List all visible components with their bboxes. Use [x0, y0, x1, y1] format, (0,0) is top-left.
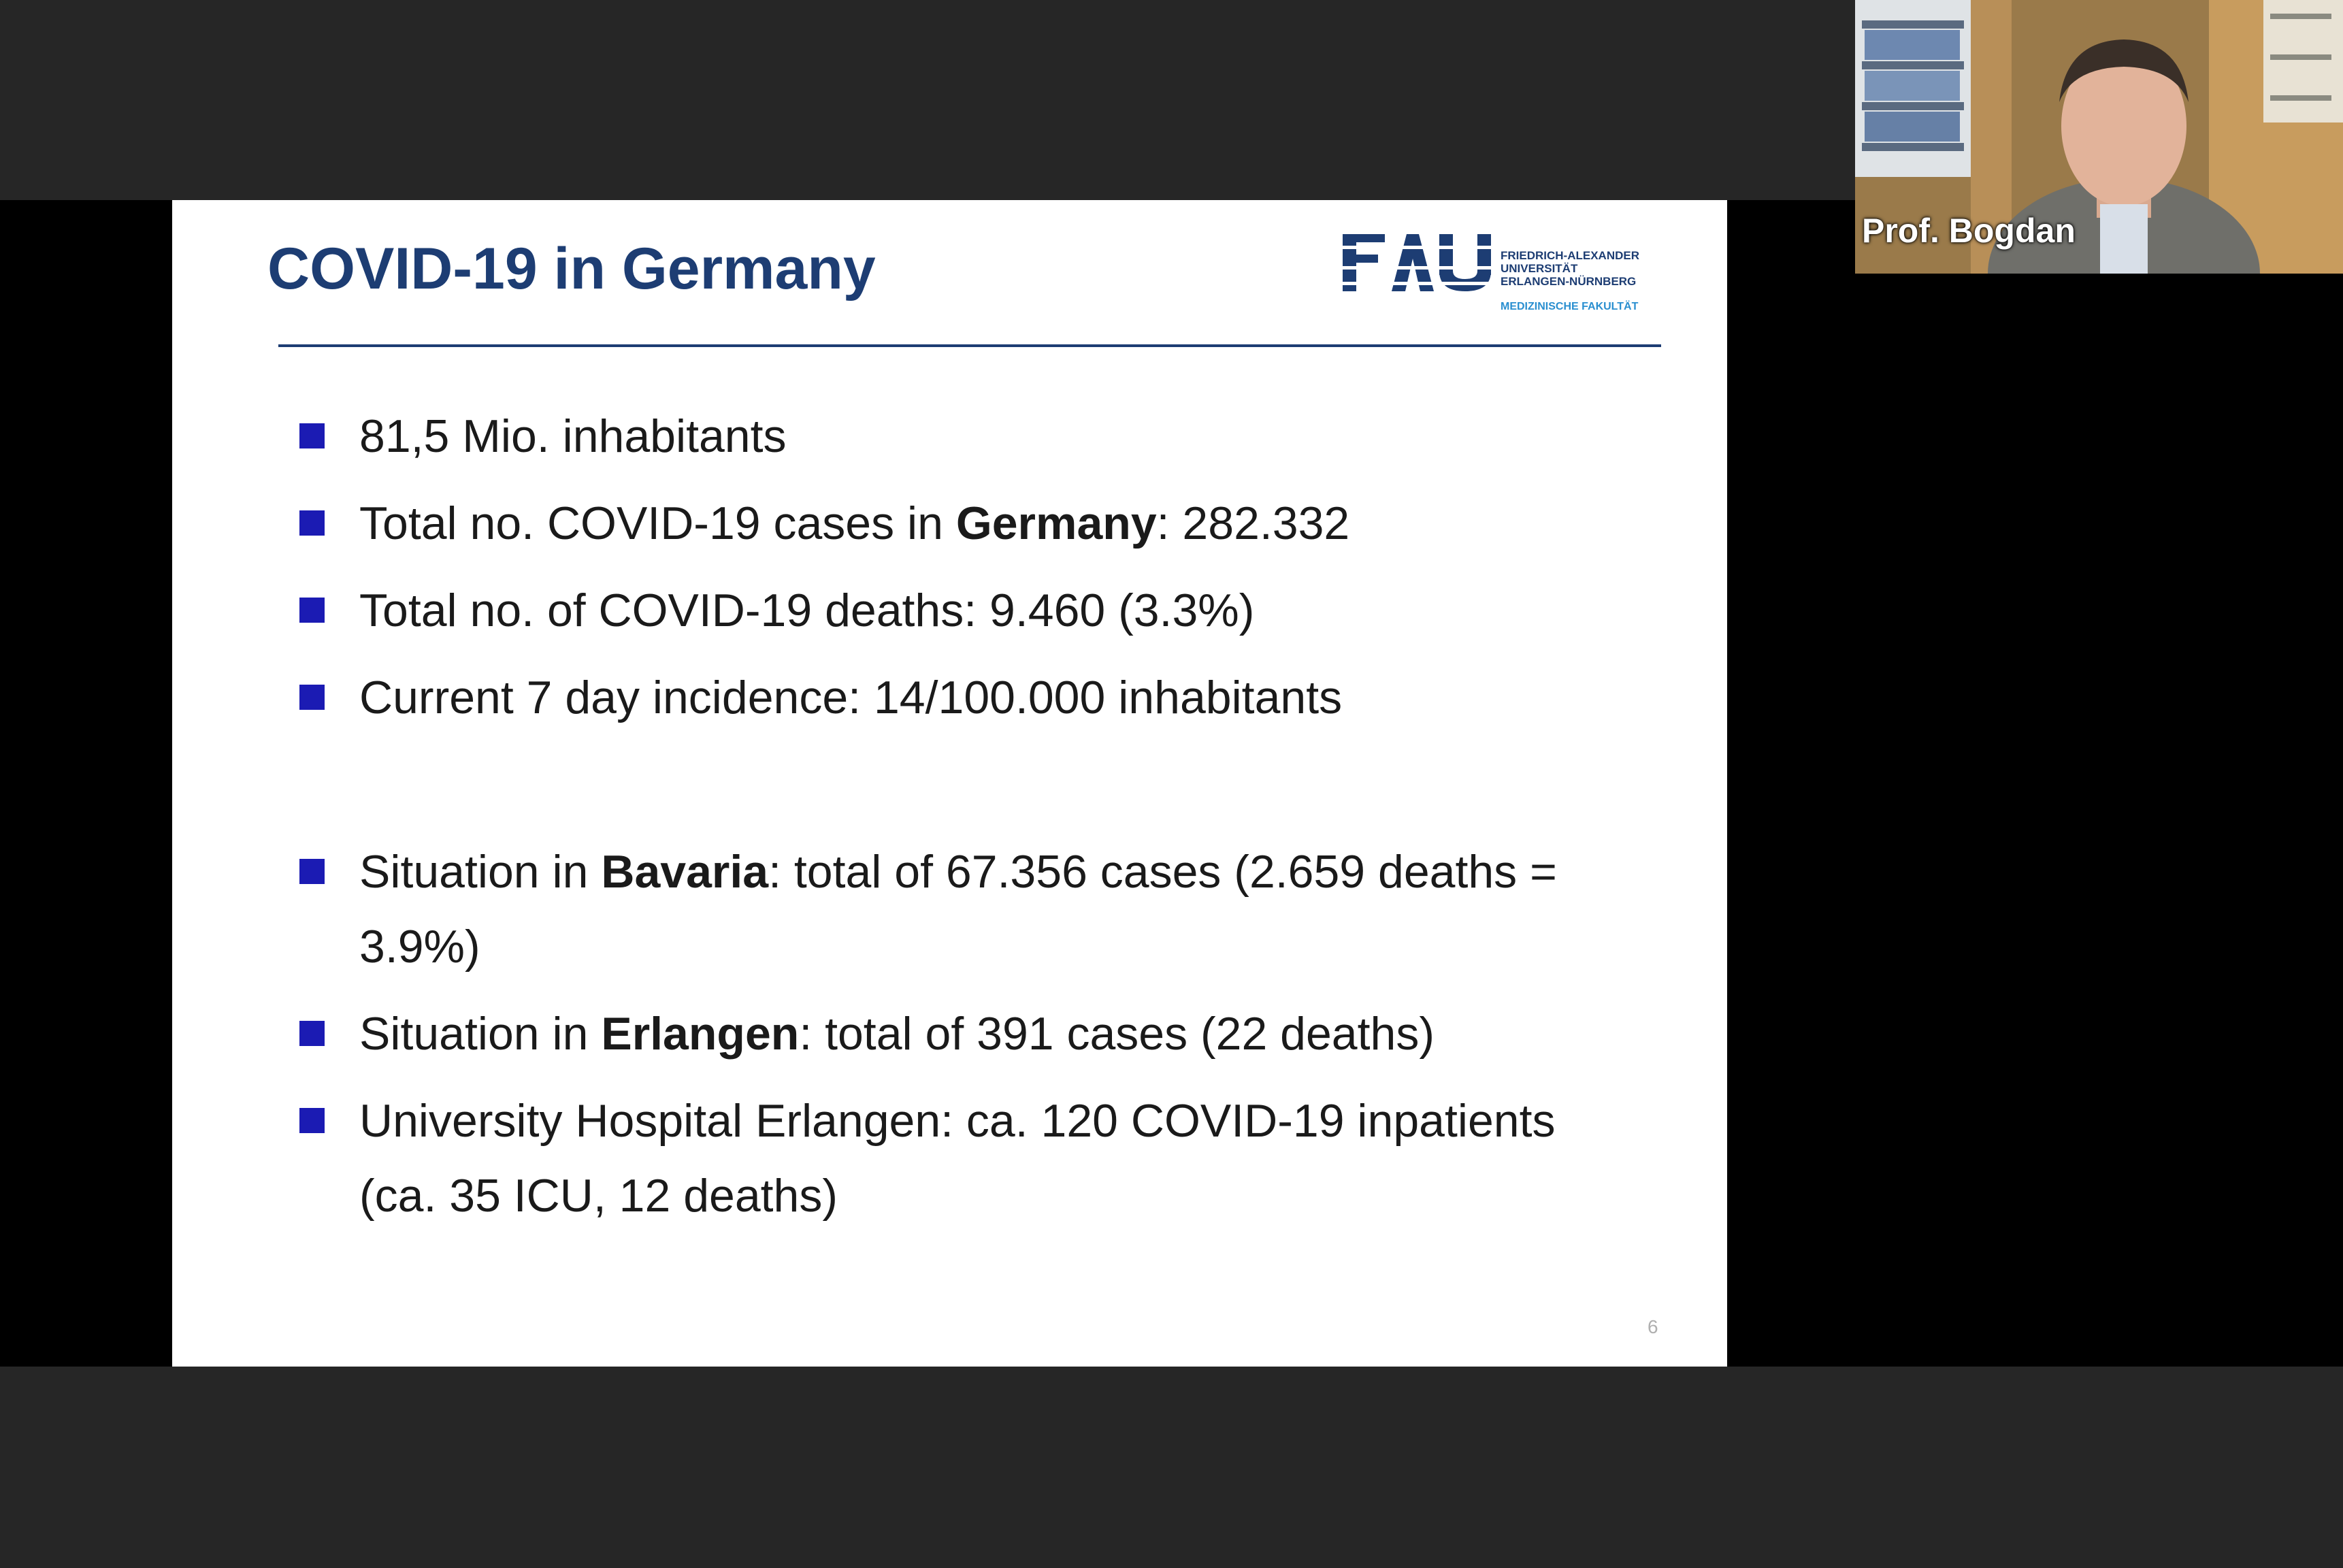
bullet-marker — [299, 423, 325, 448]
bullet-marker — [299, 510, 325, 536]
bullet-text: 81,5 Mio. inhabitants — [359, 410, 787, 462]
logo-faculty: MEDIZINISCHE FAKULTÄT — [1501, 301, 1639, 312]
bullet-text: Situation in Bavaria: total of 67.356 cases (2.659 deaths = 3.9%) — [359, 846, 1557, 973]
bullet-list — [172, 200, 1727, 1367]
bullet-text: University Hospital Erlangen: ca. 120 COVID-19 inpatients (ca. 35 ICU, 12 deaths) — [359, 1095, 1556, 1222]
bullet-text: Situation in Erlangen: total of 391 cases (22 deaths) — [359, 1008, 1435, 1060]
bullet-marker — [299, 859, 325, 884]
speaker-name-label: Prof. Bogdan — [1862, 212, 2076, 250]
participant-video-tile[interactable] — [1855, 0, 2343, 274]
bullet-marker — [299, 1108, 325, 1133]
bullet-text: Total no. COVID-19 cases in Germany: 282.332 — [359, 497, 1350, 549]
logo-line-2: UNIVERSITÄT — [1501, 262, 1578, 275]
bullet-marker — [299, 598, 325, 623]
bullet-marker — [299, 1021, 325, 1046]
bullet-text: Current 7 day incidence: 14/100.000 inhabitants — [359, 672, 1343, 723]
slide-title: COVID-19 in Germany — [267, 236, 876, 301]
presentation-slide — [172, 200, 1727, 1367]
bullet-text: Total no. of COVID-19 deaths: 9.460 (3.3%) — [359, 585, 1255, 636]
logo-line-3: ERLANGEN-NÜRNBERG — [1501, 275, 1637, 288]
slide-page-number: 6 — [1648, 1316, 1658, 1337]
bullet-marker — [299, 685, 325, 710]
logo-line-1: FRIEDRICH-ALEXANDER — [1501, 249, 1639, 262]
